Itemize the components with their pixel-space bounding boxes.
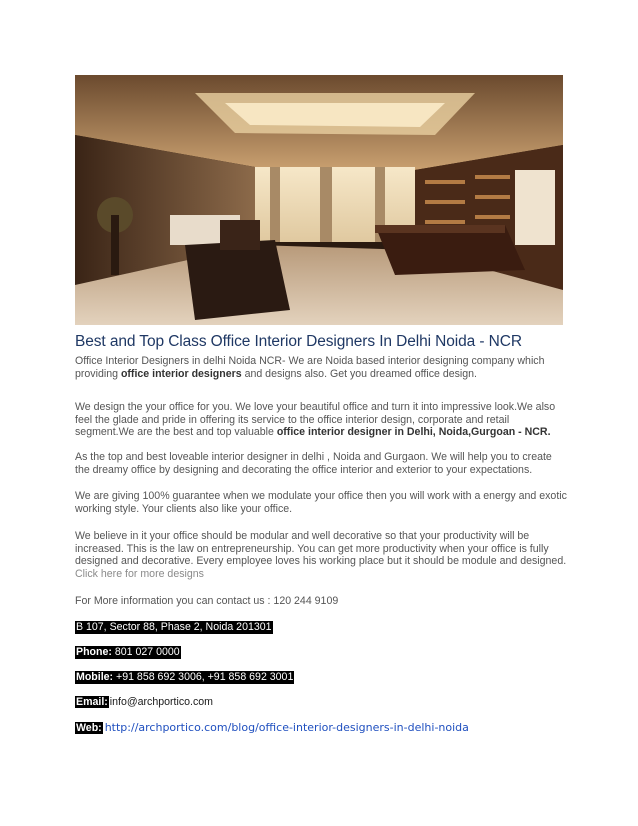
paragraph-1-text-c: and designs also. Get you dreamed office design. bbox=[241, 367, 477, 380]
paragraph-2-bold: office interior designer in Delhi, Noida,Gurgoan - NCR. bbox=[276, 426, 551, 439]
paragraph-2-text-a: We design the your office for you. We love your beautiful office and turn it into impressive look.We also feel the glade and pride in offering its service to the office interior design, corporate and retail segment.We are the best and top valuable bbox=[75, 401, 556, 439]
mobile-line bbox=[75, 671, 294, 684]
web-link[interactable]: http://archportico.com/blog/office-interior-designers-in-delhi-noida bbox=[104, 721, 469, 734]
web-label: Web: bbox=[76, 722, 102, 734]
article-title: Best and Top Class Office Interior Designers In Delhi Noida - NCR bbox=[75, 333, 522, 350]
phone-line bbox=[75, 646, 181, 659]
email-line bbox=[75, 696, 213, 709]
phone-value: 801 027 0000 bbox=[111, 646, 180, 658]
more-designs-link[interactable]: Click here for more designs bbox=[75, 567, 204, 580]
paragraph-1-bold: office interior designers bbox=[120, 367, 242, 380]
paragraph-1-text-a: Office Interior Designers in delhi Noida NCR- We are Noida based interior designing company which providing bbox=[75, 355, 545, 380]
mobile-value: +91 858 692 3006, +91 858 692 3001 bbox=[113, 671, 294, 683]
contact-intro: For More information you can contact us : 120 244 9109 bbox=[75, 595, 339, 607]
paragraph-5 bbox=[75, 530, 567, 580]
phone-label: Phone: bbox=[76, 646, 112, 658]
office-interior-photo bbox=[75, 75, 563, 325]
paragraph-4: We are giving 100% guarantee when we modulate your office then you will work with a energy and exotic working style. Your clients also like your office. bbox=[75, 490, 567, 515]
address-line: B 107, Sector 88, Phase 2, Noida 201301 bbox=[76, 621, 272, 633]
email-link[interactable]: info@archportico.com bbox=[109, 696, 213, 708]
paragraph-2 bbox=[75, 401, 567, 439]
paragraph-5-text: We believe in it your office should be modular and well decorative so that your productivity will be increased. This is the law on entrepreneurship. You can get more productivity when your office is fully designed and decorative. Every employee loves his working place but it should be module and designed. bbox=[75, 530, 567, 568]
web-line bbox=[75, 721, 469, 735]
email-label: Email: bbox=[76, 696, 108, 708]
office-photo-illustration bbox=[75, 75, 563, 325]
paragraph-1 bbox=[75, 355, 567, 380]
paragraph-3: As the top and best loveable interior designer in delhi , Noida and Gurgaon. We will help you to create the dreamy office by designing and decorating the office interior and exterior to your expectations. bbox=[75, 451, 552, 476]
mobile-label: Mobile: bbox=[76, 671, 114, 683]
